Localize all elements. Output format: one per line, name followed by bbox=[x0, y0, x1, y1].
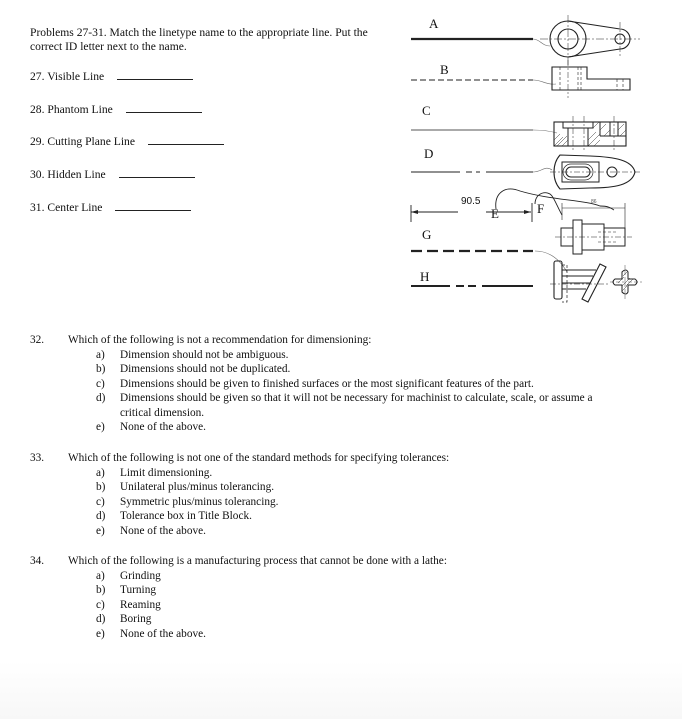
answer-blank[interactable] bbox=[117, 69, 193, 80]
option-b[interactable]: b) Dimensions should not be duplicated. bbox=[96, 363, 291, 375]
answer-blank[interactable] bbox=[115, 200, 191, 211]
question-text: Which of the following is not one of the standard methods for specifying tolerances: bbox=[68, 452, 450, 464]
option-b[interactable]: b) Turning bbox=[96, 584, 156, 596]
option-e[interactable]: e) None of the above. bbox=[96, 627, 206, 640]
linetype-diagram bbox=[400, 10, 682, 310]
answer-options bbox=[96, 348, 616, 435]
option-a[interactable]: a) Grinding bbox=[96, 569, 161, 582]
matching-instructions: Problems 27-31. Match the linetype name to the appropriate line. Put the correct ID letter next to the name. bbox=[30, 26, 368, 53]
line-label-a: A bbox=[429, 16, 439, 31]
item-label: Visible Line bbox=[47, 70, 105, 83]
match-item-cutting-plane-line bbox=[30, 134, 224, 148]
answer-blank[interactable] bbox=[148, 134, 224, 145]
option-c[interactable]: c) Symmetric plus/minus tolerancing. bbox=[96, 495, 279, 508]
answer-blank[interactable] bbox=[126, 102, 202, 113]
match-item-center-line bbox=[30, 200, 191, 214]
question-number: 33. bbox=[30, 452, 45, 464]
item-number: 28. bbox=[30, 103, 45, 116]
option-a[interactable]: a) Limit dimensioning. bbox=[96, 466, 213, 479]
option-d[interactable]: d) Boring bbox=[96, 613, 152, 625]
option-d[interactable]: d) Tolerance box in Title Block. bbox=[96, 510, 252, 522]
answer-blank[interactable] bbox=[119, 167, 195, 178]
option-e[interactable]: e) None of the above. bbox=[96, 421, 206, 433]
question-32 bbox=[30, 333, 630, 433]
option-e[interactable]: e) None of the above. bbox=[96, 524, 206, 537]
answer-options bbox=[96, 569, 616, 642]
line-label-g: G bbox=[422, 227, 432, 242]
item-number: 29. bbox=[30, 135, 45, 148]
question-33 bbox=[30, 451, 630, 541]
match-item-phantom-line bbox=[30, 102, 202, 116]
question-text: Which of the following is a manufacturing process that cannot be done with a lathe: bbox=[68, 555, 447, 567]
option-c[interactable]: c) Dimensions should be given to finished surfaces or the most significant features of the part. bbox=[96, 377, 534, 390]
item-label: Center Line bbox=[47, 201, 103, 214]
small-dimension-value: 86 bbox=[591, 199, 597, 205]
item-number: 30. bbox=[30, 168, 45, 181]
line-label-f: F bbox=[537, 201, 545, 216]
item-label: Hidden Line bbox=[47, 168, 106, 181]
item-number: 27. bbox=[30, 70, 45, 83]
question-text: Which of the following is not a recommendation for dimensioning: bbox=[68, 334, 372, 346]
line-label-d: D bbox=[424, 146, 434, 161]
match-item-visible-line bbox=[30, 69, 193, 83]
linetype-drawing bbox=[400, 10, 682, 310]
line-label-c: C bbox=[422, 103, 431, 118]
match-item-hidden-line bbox=[30, 167, 195, 181]
option-c[interactable]: c) Reaming bbox=[96, 598, 161, 611]
item-label: Cutting Plane Line bbox=[47, 135, 135, 148]
item-label: Phantom Line bbox=[47, 103, 113, 116]
item-number: 31. bbox=[30, 201, 45, 214]
option-b[interactable]: b) Unilateral plus/minus tolerancing. bbox=[96, 481, 275, 493]
line-label-e: E bbox=[491, 206, 499, 221]
answer-options bbox=[96, 466, 616, 539]
question-34 bbox=[30, 554, 630, 644]
option-a[interactable]: a) Dimension should not be ambiguous. bbox=[96, 348, 289, 361]
line-label-h: H bbox=[420, 269, 430, 284]
line-label-b: B bbox=[440, 62, 449, 77]
question-number: 34. bbox=[30, 555, 45, 567]
dimension-value: 90.5 bbox=[461, 196, 481, 207]
option-d[interactable]: d) Dimensions should be given so that it will not be necessary for machinist to calculate, scale, or assume a critical dimension. bbox=[96, 392, 593, 419]
question-number: 32. bbox=[30, 334, 45, 346]
